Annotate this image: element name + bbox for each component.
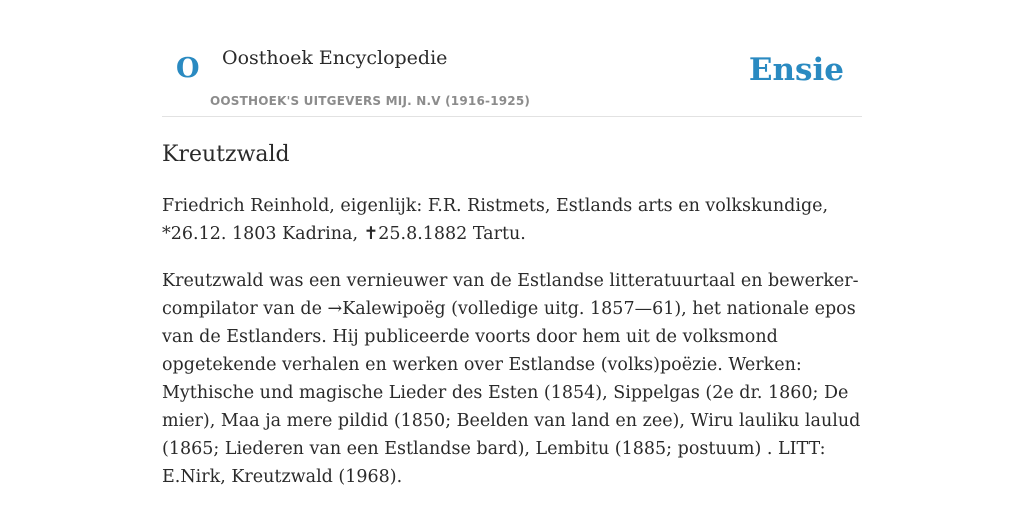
entry-paragraph-2: Kreutzwald was een vernieuwer van de Estlandse litteratuurtaal en bewerker-compilator van de →Kalewipoëg (volledige uitg. 1857—61), het nationale epos van de Estlanders. Hij publiceerde voorts door hem uit de volksmond opgetekende verhalen en werken over Estlandse (volks)poëzie. Werken: Mythische und magische Lieder des Esten (1854), Sippelgas (2e dr. 1860; De mier), Maa ja mere pildid (1850; Beelden van land en zee), Wiru lauliku laulud (1865; Liederen van een Estlandse bard), Lembitu (1885; postuum) . LITT: E.Nirk, Kreutzwald (1968).: [162, 271, 861, 487]
source-subtitle: OOSTHOEK'S UITGEVERS MIJ. N.V (1916-1925): [210, 94, 531, 108]
entry-paragraph-1: Friedrich Reinhold, eigenlijk: F.R. Ristmets, Estlands arts en volkskundige, *26.12. 1803 Kadrina, ✝25.8.1882 Tartu.: [162, 196, 829, 244]
brand-logo[interactable]: Ensie: [748, 52, 844, 88]
page-header: [162, 0, 862, 117]
source-logo-icon[interactable]: O: [176, 53, 200, 84]
entry-title: Kreutzwald: [162, 142, 290, 167]
source-title[interactable]: Oosthoek Encyclopedie: [222, 47, 448, 69]
article-page: [162, 0, 862, 487]
